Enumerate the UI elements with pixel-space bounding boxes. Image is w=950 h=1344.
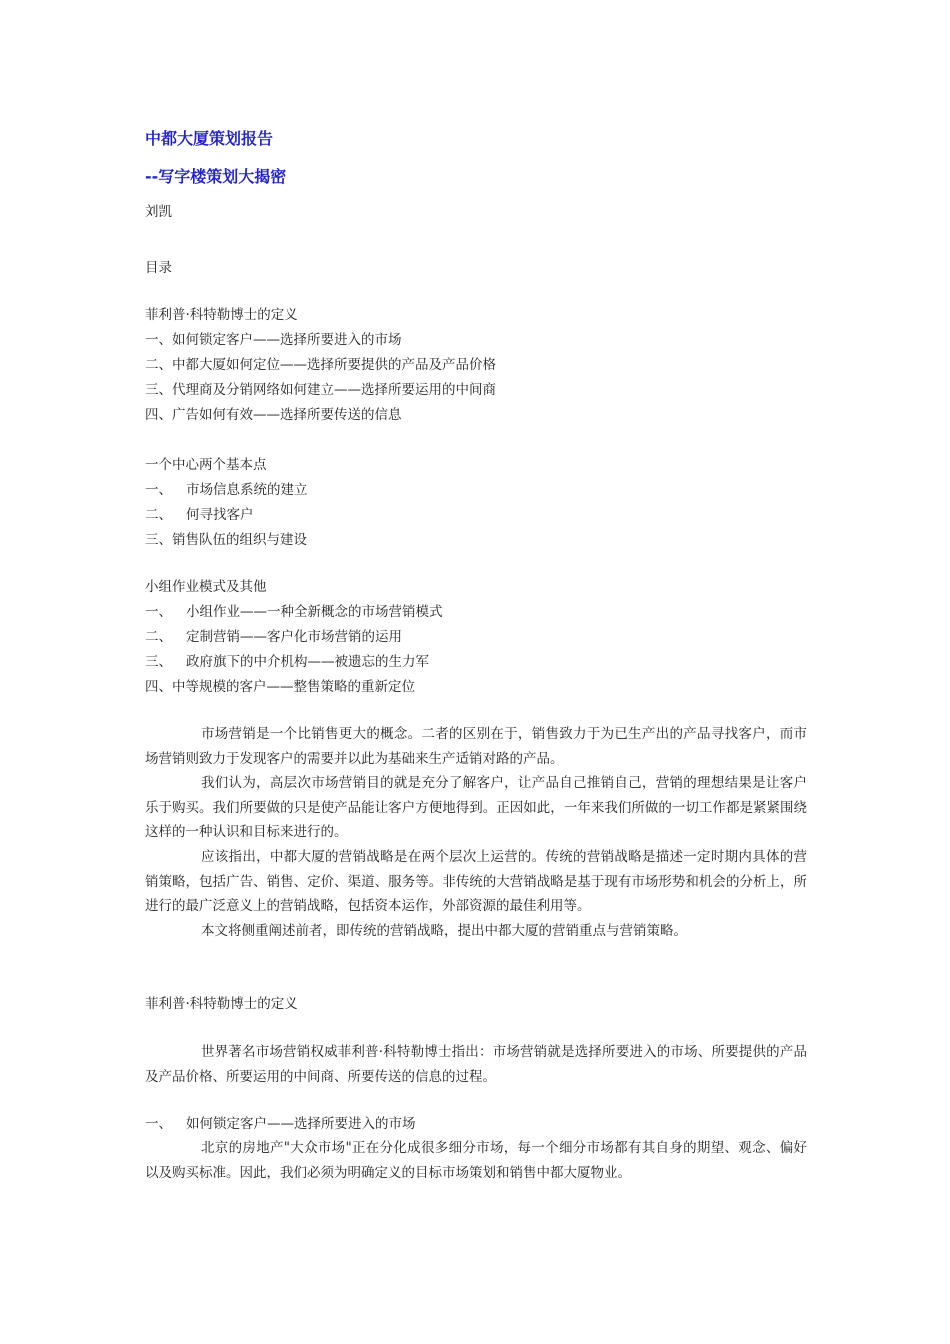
toc-item (145, 627, 402, 647)
body-paragraph: 我们认为，高层次市场营销目的就是充分了解客户，让产品自己推销自己，营销的理想结果是让客户乐于购买。我们所要做的只是使产品能让客户方便地得到。正因如此，一年来我们所做的一切工作都是紧紧围绕这样的一种认识和目标来进行的。 (145, 775, 807, 840)
chapter-title: 如何锁定客户——选择所要进入的市场 (186, 1116, 416, 1132)
author-name: 刘凯 (145, 204, 172, 220)
toc-item (145, 677, 415, 697)
toc-item-number: 二、 (145, 629, 172, 645)
toc-item (145, 530, 307, 550)
body-paragraph: 世界著名市场营销权威菲利普·科特勒博士指出：市场营销就是选择所要进入的市场、所要提供的产品及产品价格、所要运用的中间商、所要传送的信息的过程。 (145, 1044, 807, 1085)
toc-item: 一、如何锁定客户——选择所要进入的市场 (145, 332, 402, 348)
toc-item-text: 政府旗下的中介机构——被遗忘的生力军 (186, 654, 429, 670)
toc-item-number: 三、 (145, 654, 172, 670)
toc-item (145, 505, 254, 525)
toc-item-text: 定制营销——客户化市场营销的运用 (186, 629, 402, 645)
body-paragraph: 应该指出，中都大厦的营销战略是在两个层次上运营的。传统的营销战略是描述一定时期内具体的营销策略，包括广告、销售、定价、渠道、服务等。非传统的大营销战略是基于现有市场形势和机会的分析上，所进行的最广泛意义上的营销战略，包括资本运作，外部资源的最佳利用等。 (145, 849, 807, 914)
toc-item-text: 销售队伍的组织与建设 (172, 532, 307, 548)
toc-item-number: 三、 (145, 532, 172, 548)
toc-item (145, 602, 443, 622)
toc-section-heading: 小组作业模式及其他 (145, 579, 267, 595)
toc-item-number: 二、 (145, 507, 172, 523)
toc-item-number: 四、 (145, 679, 172, 695)
toc-item (145, 652, 429, 672)
chapter-heading (145, 1114, 416, 1134)
toc-item-number: 一、 (145, 482, 172, 498)
body-paragraph: 本文将侧重阐述前者，即传统的营销战略，提出中都大厦的营销重点与营销策略。 (201, 923, 687, 939)
toc-heading: 目录 (145, 260, 172, 276)
body-paragraph: 北京的房地产"大众市场"正在分化成很多细分市场，每一个细分市场都有其自身的期望、观念、偏好以及购买标准。因此，我们必须为明确定义的目标市场策划和销售中都大厦物业。 (145, 1140, 807, 1181)
chapter-number: 一、 (145, 1116, 172, 1132)
body-paragraph: 市场营销是一个比销售更大的概念。二者的区别在于，销售致力于为已生产出的产品寻找客户，而市场营销则致力于发现客户的需要并以此为基础来生产适销对路的产品。 (145, 726, 807, 767)
toc-item-text: 小组作业——一种全新概念的市场营销模式 (186, 604, 443, 620)
toc-item-number: 一、 (145, 604, 172, 620)
toc-item-text: 何寻找客户 (186, 507, 254, 523)
section-heading: 菲利普·科特勒博士的定义 (145, 996, 298, 1012)
toc-item: 二、中都大厦如何定位——选择所要提供的产品及产品价格 (145, 357, 496, 373)
toc-section-heading: 一个中心两个基本点 (145, 457, 267, 473)
toc-item-text: 市场信息系统的建立 (186, 482, 308, 498)
toc-section-heading: 菲利普·科特勒博士的定义 (145, 307, 298, 323)
toc-item-text: 中等规模的客户——整售策略的重新定位 (172, 679, 415, 695)
toc-item (145, 480, 308, 500)
document-subtitle: --写字楼策划大揭密 (145, 167, 287, 186)
toc-item: 四、广告如何有效——选择所要传送的信息 (145, 407, 402, 423)
document-title: 中都大厦策划报告 (145, 129, 274, 148)
toc-item: 三、代理商及分销网络如何建立——选择所要运用的中间商 (145, 382, 496, 398)
